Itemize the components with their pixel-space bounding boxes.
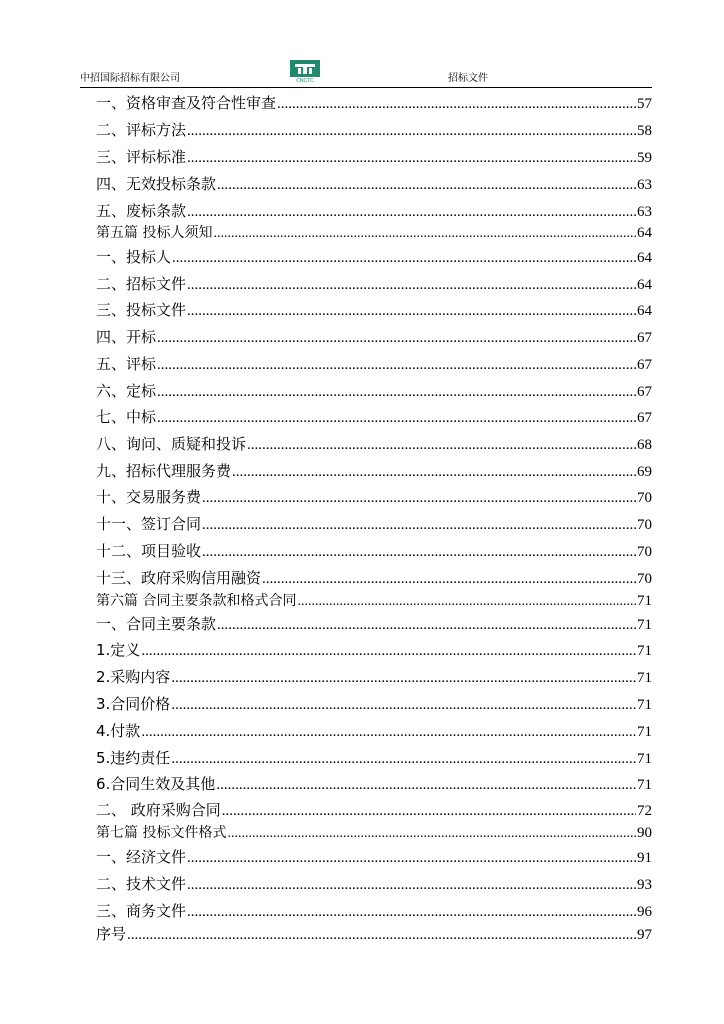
toc-entry-title: 一、投标人 bbox=[96, 248, 172, 266]
toc-leader-dots bbox=[247, 435, 636, 455]
toc-entry-title: 第五篇 投标人须知 bbox=[96, 225, 213, 241]
toc-entry-page: 97 bbox=[637, 927, 652, 943]
toc-entry-title: 二、评标方法 bbox=[96, 121, 187, 139]
toc-entry[interactable] bbox=[96, 847, 652, 868]
toc-entry[interactable] bbox=[96, 223, 652, 244]
toc-entry[interactable] bbox=[96, 541, 652, 562]
toc-entry-page: 71 bbox=[637, 593, 652, 609]
toc-entry-title: 六、定标 bbox=[96, 382, 157, 400]
toc-entry[interactable] bbox=[96, 381, 652, 402]
toc-entry[interactable] bbox=[96, 354, 652, 375]
toc-leader-dots bbox=[202, 542, 636, 562]
toc-leader-dots bbox=[202, 488, 636, 508]
toc-entry-title: 五、废标条款 bbox=[96, 202, 187, 220]
toc-entry[interactable] bbox=[96, 407, 652, 428]
toc-entry[interactable] bbox=[96, 591, 652, 612]
toc-entry-title: 九、招标代理服务费 bbox=[96, 462, 232, 480]
toc-entry-title: 二、招标文件 bbox=[96, 275, 187, 293]
toc-leader-dots bbox=[157, 328, 636, 348]
company-name: 中招国际招标有限公司 bbox=[80, 73, 180, 84]
toc-entry[interactable] bbox=[96, 568, 652, 589]
toc-entry-page: 70 bbox=[637, 490, 652, 506]
toc-entry[interactable] bbox=[96, 247, 652, 268]
toc-entry-title: 四、无效投标条款 bbox=[96, 175, 217, 193]
toc-entry-page: 71 bbox=[637, 724, 652, 740]
toc-entry-page: 63 bbox=[637, 177, 652, 193]
toc-leader-dots bbox=[157, 408, 636, 428]
toc-leader-dots bbox=[172, 248, 636, 268]
toc-leader-dots bbox=[277, 94, 636, 114]
toc-entry-page: 71 bbox=[637, 643, 652, 659]
toc-entry-title: 序号 bbox=[96, 925, 127, 943]
toc-entry[interactable] bbox=[96, 640, 652, 661]
toc-entry[interactable] bbox=[96, 174, 652, 195]
toc-entry-title: 三、评标标准 bbox=[96, 148, 187, 166]
toc-entry-page: 96 bbox=[637, 904, 652, 920]
toc-leader-dots bbox=[187, 275, 636, 295]
toc-entry-page: 63 bbox=[637, 204, 652, 220]
toc-entry[interactable] bbox=[96, 874, 652, 895]
toc-entry-page: 64 bbox=[637, 303, 652, 319]
toc-entry[interactable] bbox=[96, 274, 652, 295]
toc-entry-page: 71 bbox=[637, 670, 652, 686]
toc-entry-title: 十三、政府采购信用融资 bbox=[96, 569, 262, 587]
toc-entry[interactable] bbox=[96, 614, 652, 635]
toc-entry[interactable] bbox=[96, 901, 652, 922]
toc-entry[interactable] bbox=[96, 800, 652, 821]
toc-entry[interactable] bbox=[96, 823, 652, 844]
toc-entry-title: 4.付款 bbox=[96, 722, 141, 740]
page-header bbox=[80, 56, 652, 88]
toc-entry[interactable] bbox=[96, 774, 652, 795]
toc-entry-title: 七、中标 bbox=[96, 408, 157, 426]
toc-leader-dots bbox=[262, 569, 636, 589]
toc-leader-dots bbox=[157, 355, 636, 375]
toc-entry[interactable] bbox=[96, 434, 652, 455]
toc-entry-title: 五、评标 bbox=[96, 355, 157, 373]
toc-entry-page: 67 bbox=[637, 384, 652, 400]
toc-entry-page: 64 bbox=[637, 277, 652, 293]
toc-entry-page: 58 bbox=[637, 123, 652, 139]
toc-entry-title: 一、合同主要条款 bbox=[96, 615, 217, 633]
toc-entry-title: 三、商务文件 bbox=[96, 902, 187, 920]
toc-entry[interactable] bbox=[96, 487, 652, 508]
toc-entry-page: 67 bbox=[637, 410, 652, 426]
toc-entry-page: 71 bbox=[637, 751, 652, 767]
toc-leader-dots bbox=[297, 592, 636, 612]
toc-leader-dots bbox=[222, 801, 636, 821]
toc-entry-page: 57 bbox=[637, 96, 652, 112]
toc-leader-dots bbox=[216, 775, 636, 795]
toc-entry-title: 5.违约责任 bbox=[96, 749, 171, 767]
toc-entry-title: 6.合同生效及其他 bbox=[96, 775, 216, 793]
toc-entry-title: 二、 政府采购合同 bbox=[96, 801, 221, 819]
document-type: 招标文件 bbox=[448, 73, 488, 84]
toc-leader-dots bbox=[171, 695, 636, 715]
toc-leader-dots bbox=[213, 224, 636, 244]
toc-leader-dots bbox=[217, 175, 636, 195]
toc-entry-page: 72 bbox=[637, 803, 652, 819]
toc-leader-dots bbox=[187, 301, 636, 321]
toc-leader-dots bbox=[232, 462, 636, 482]
toc-entry-title: 四、开标 bbox=[96, 328, 157, 346]
toc-entry-title: 2.采购内容 bbox=[96, 668, 171, 686]
toc-entry-page: 93 bbox=[637, 877, 652, 893]
toc-leader-dots bbox=[157, 382, 636, 402]
toc-leader-dots bbox=[187, 148, 636, 168]
toc-entry-title: 一、资格审查及符合性审查 bbox=[96, 94, 277, 112]
toc-entry-title: 一、经济文件 bbox=[96, 848, 187, 866]
toc-entry-page: 70 bbox=[637, 544, 652, 560]
toc-entry-page: 71 bbox=[637, 617, 652, 633]
toc-entry-page: 64 bbox=[637, 225, 652, 241]
toc-leader-dots bbox=[217, 615, 636, 635]
toc-entry[interactable] bbox=[96, 201, 652, 222]
toc-entry-page: 70 bbox=[637, 571, 652, 587]
toc-entry-page: 71 bbox=[637, 777, 652, 793]
toc-entry[interactable] bbox=[96, 147, 652, 168]
toc-leader-dots bbox=[187, 902, 636, 922]
toc-entry[interactable] bbox=[96, 93, 652, 114]
toc-entry[interactable] bbox=[96, 327, 652, 348]
toc-entry[interactable] bbox=[96, 748, 652, 769]
toc-entry-page: 71 bbox=[637, 697, 652, 713]
toc-entry-title: 十二、项目验收 bbox=[96, 542, 202, 560]
toc-entry-title: 八、询问、质疑和投诉 bbox=[96, 435, 247, 453]
toc-leader-dots bbox=[187, 202, 636, 222]
toc-entry-title: 二、技术文件 bbox=[96, 875, 187, 893]
company-logo bbox=[289, 59, 321, 83]
toc-entry-page: 68 bbox=[637, 437, 652, 453]
toc-entry-page: 67 bbox=[637, 330, 652, 346]
toc-entry-title: 第六篇 合同主要条款和格式合同 bbox=[96, 593, 297, 609]
toc-entry[interactable] bbox=[96, 721, 652, 742]
toc-entry-page: 59 bbox=[637, 150, 652, 166]
toc-entry-page: 69 bbox=[637, 464, 652, 480]
toc-entry-page: 64 bbox=[637, 250, 652, 266]
toc-entry[interactable] bbox=[96, 300, 652, 321]
toc-entry-page: 90 bbox=[637, 825, 652, 841]
toc-entry[interactable] bbox=[96, 120, 652, 141]
toc-leader-dots bbox=[202, 515, 636, 535]
toc-entry[interactable] bbox=[96, 461, 652, 482]
toc-leader-dots bbox=[127, 925, 636, 945]
toc-entry-title: 十、交易服务费 bbox=[96, 488, 202, 506]
toc-entry[interactable] bbox=[96, 924, 652, 945]
toc-entry-title: 1.定义 bbox=[96, 641, 141, 659]
toc-leader-dots bbox=[171, 749, 636, 769]
toc-entry[interactable] bbox=[96, 694, 652, 715]
toc-entry[interactable] bbox=[96, 667, 652, 688]
toc-leader-dots bbox=[227, 824, 636, 844]
toc-entry[interactable] bbox=[96, 514, 652, 535]
toc-leader-dots bbox=[187, 875, 636, 895]
toc-leader-dots bbox=[141, 641, 636, 661]
toc-leader-dots bbox=[171, 668, 636, 688]
toc-entry-page: 91 bbox=[637, 850, 652, 866]
toc-leader-dots bbox=[187, 848, 636, 868]
toc-entry-title: 三、投标文件 bbox=[96, 301, 187, 319]
svg-text:CNCTC: CNCTC bbox=[296, 78, 314, 83]
toc-entry-title: 十一、签订合同 bbox=[96, 515, 202, 533]
toc-leader-dots bbox=[141, 722, 636, 742]
toc-entry-title: 第七篇 投标文件格式 bbox=[96, 825, 227, 841]
toc-entry-page: 70 bbox=[637, 517, 652, 533]
toc-entry-title: 3.合同价格 bbox=[96, 695, 171, 713]
toc-entry-page: 67 bbox=[637, 357, 652, 373]
toc-leader-dots bbox=[187, 121, 636, 141]
